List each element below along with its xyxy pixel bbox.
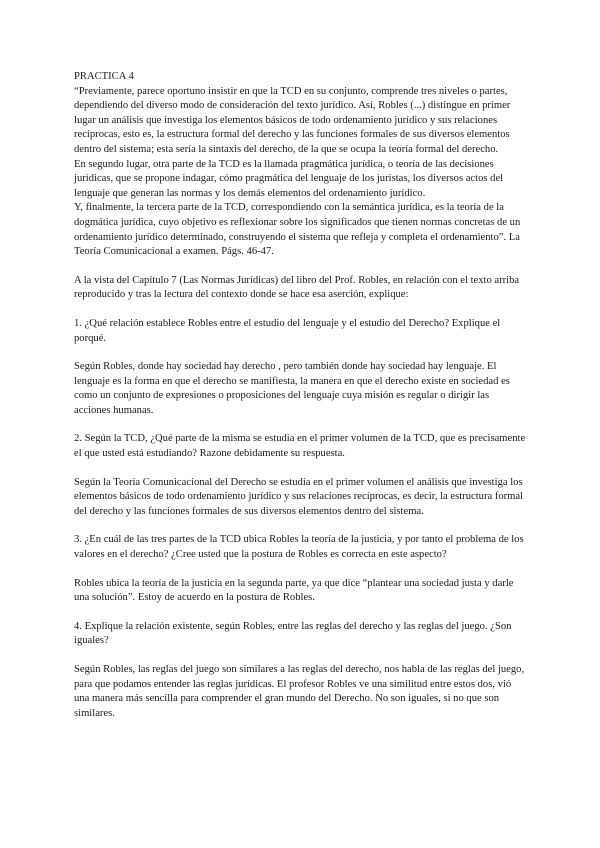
answer-4: Según Robles, las reglas del juego son similares a las reglas del derecho, nos habla de las reglas del juego, para que podamos entender las reglas jurídicas. El profesor Robles ve una similitud entre estos dos, vió una manera más sencilla para comprender el gran mundo del Derecho. No son iguales, si no que son similares. (74, 664, 525, 719)
question-1: 1. ¿Qué relación establece Robles entre el estudio del lenguaje y el estudio del Derecho? Explique el porqué. (74, 317, 501, 344)
question-4: 4. Explique la relación existente, según Robles, entre las reglas del derecho y las reglas del juego. ¿Son iguales? (74, 620, 512, 647)
question-2: 2. Según la TCD, ¿Qué parte de la misma se estudia en el primer volumen de la TCD, que es precisamente el que usted está estudiando? Razone debidamente su respuesta. (74, 433, 526, 460)
quote-paragraph-1: “Previamente, parece oportuno insistir en que la TCD en su conjunto, comprende tres niveles o partes, dependiendo del diverso modo de consideración del texto jurídico. Así, Robles (...) distingue en primer lugar un análisis que investiga los elementos básicos de todo ordenamiento jurídico y sus relaciones recíprocas, esto es, la estructura formal del derecho y las funciones formales de sus diversos elementos dentro del sistema; esta sería la sintaxis del derecho, de la que se ocupa la teoría formal del derecho. (74, 85, 511, 155)
question-3: 3. ¿En cuál de las tres partes de la TCD ubica Robles la teoría de la justicia, y por tanto el problema de los valores en el derecho? ¿Cree usted que la postura de Robles es correcta en este aspecto? (74, 534, 524, 561)
quote-paragraph-3: Y, finalmente, la tercera parte de la TCD, correspondiendo con la semántica jurídica, es la teoría de la dogmática jurídica, cuyo objetivo es reflexionar sobre los significados que tienen normas concretas de un ordenamiento jurídico determinado, construyendo el sistema que refleja y completa el ordenamiento”. La Teoría Comunicacional a examen. Págs. 46-47. (74, 202, 521, 258)
quote-paragraph-2: En segundo lugar, otra parte de la TCD es la llamada pragmática jurídica, o teoría de las decisiones jurídicas, que se propone indagar, cómo pragmática del lenguaje de los juristas, los diversos actos del lenguaje que generan las normas y los demás elementos del ordenamiento jurídico. (74, 158, 504, 199)
answer-2: Según la Teoría Comunicacional del Derecho se estudia en el primer volumen el análisis que investiga los elementos básicos de todo ordenamiento jurídico y sus relaciones recíprocas, es decir, la estructura formal del derecho y las funciones formales de sus diversos elementos dentro del sistema. (74, 476, 524, 517)
document-title: PRACTICA 4 (74, 71, 134, 82)
answer-1: Según Robles, donde hay sociedad hay derecho , pero también donde hay sociedad hay lenguaje. El lenguaje es la forma en que el derecho se manifiesta, la manera en que el derecho existe en sociedad es como un conjunto de expresiones o proposiciones del lenguaje cuya misión es regular o dirigir las acciones humanas. (74, 361, 510, 416)
intro-paragraph: A la vista del Capítulo 7 (Las Normas Jurídicas) del libro del Prof. Robles, en relación con el texto arriba reproducido y tras la lectura del contexto donde se hace esa aserción, explique: (74, 274, 520, 301)
answer-3: Robles ubica la teoría de la justicia en la segunda parte, ya que dice “plantear una sociedad justa y darle una solución”. Estoy de acuerdo en la postura de Robles. (74, 577, 514, 604)
